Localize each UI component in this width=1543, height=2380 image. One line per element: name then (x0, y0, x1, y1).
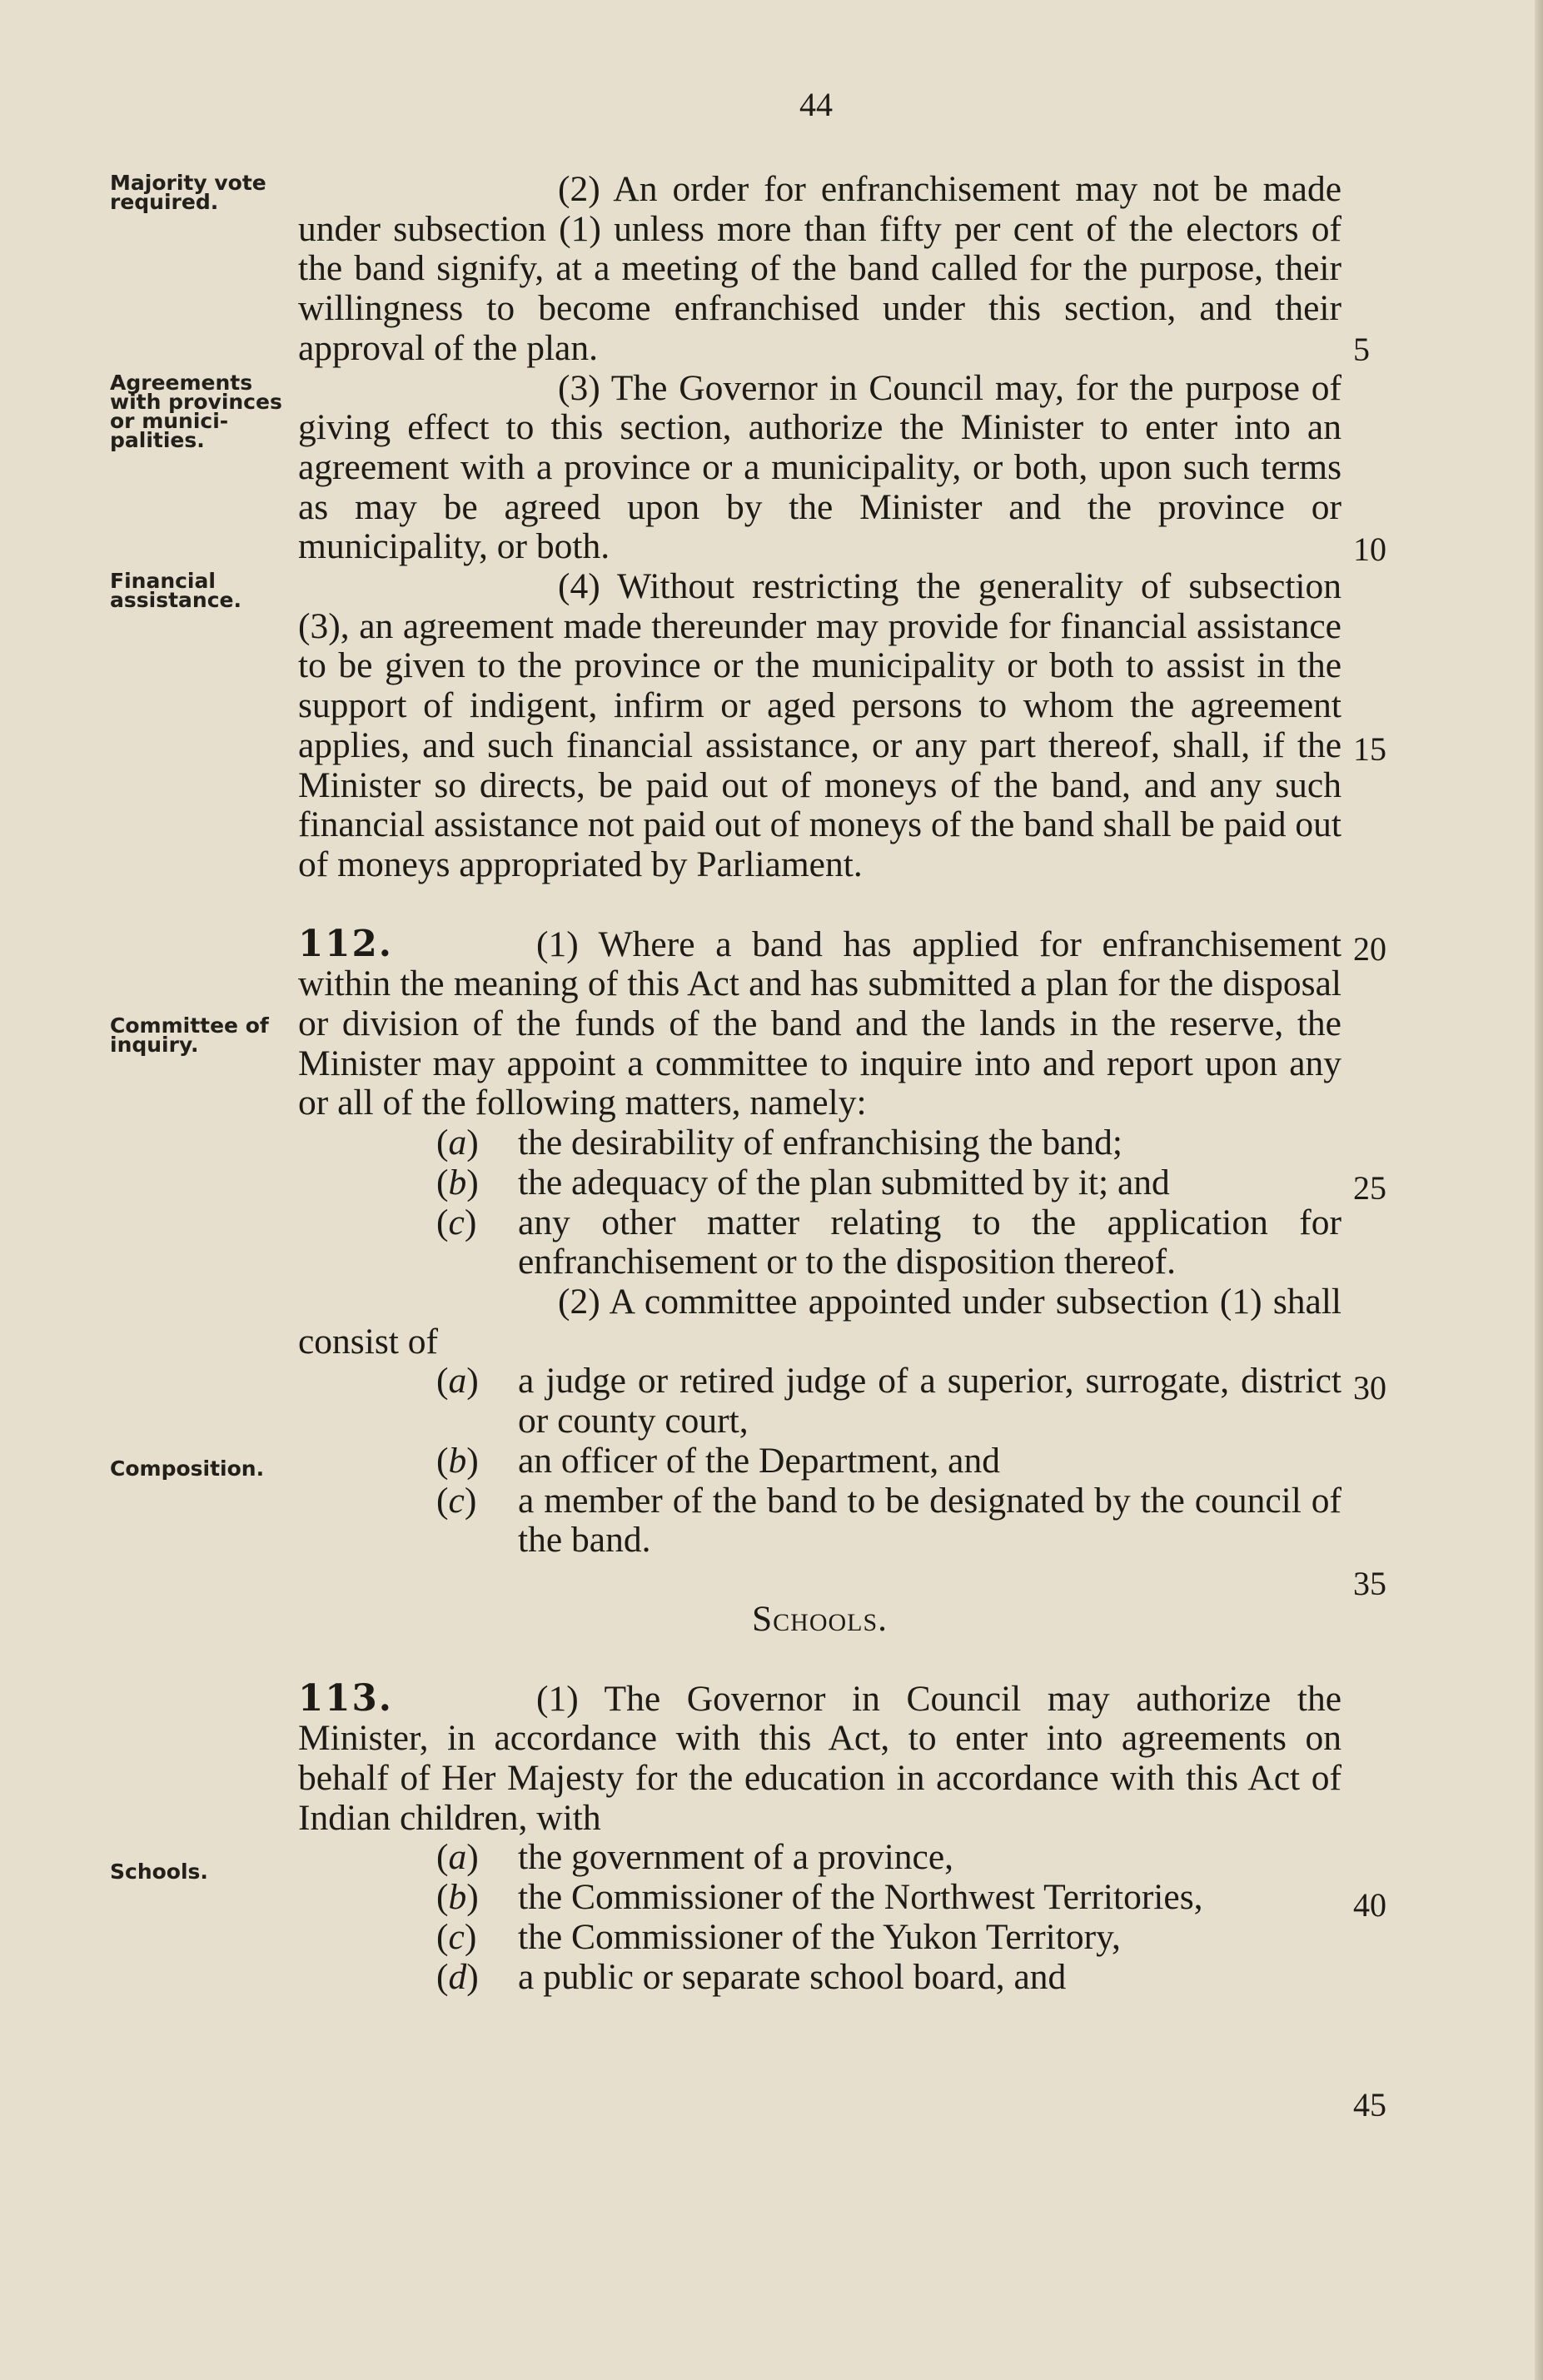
section-113-number: 113. (298, 1676, 393, 1720)
body-text (298, 170, 1341, 1997)
list-item: (a) a judge or retired judge of a superior, surrogate, district or county court, (436, 1361, 1341, 1441)
line-number: 35 (1353, 1565, 1386, 1602)
list-item: (d) a public or separate school board, and (436, 1956, 1067, 1997)
line-number: 25 (1353, 1169, 1386, 1207)
line-number: 30 (1353, 1369, 1386, 1407)
page-edge (1535, 0, 1543, 2380)
list-item: (b) an officer of the Department, and (436, 1440, 1000, 1481)
section-112-text: (1) Where a band has applied for enfranchisement within the meaning of this Act and has submitted a plan for the disposal or division of the funds of the band and the lands in the reserve, the Minister may appoint a committee to inquire into and report upon any or all of the following matters, namely: (298, 924, 1341, 1123)
section-113 (298, 1676, 1341, 1839)
line-number: 45 (1353, 2086, 1386, 2124)
margin-note-composition: Composition. (110, 1456, 265, 1481)
list-item: (a) the desirability of enfranchising the band; (436, 1123, 1122, 1163)
list-item: (a) the government of a province, (436, 1837, 954, 1878)
margin-note-committee: Committee of inquiry. (110, 1013, 269, 1057)
line-number: 15 (1353, 730, 1386, 768)
section-113-text: (1) The Governor in Council may authorize the Minister, in accordance with this Act, to enter into agreements on behalf of Her Majesty for the education in accordance with this Act of Indian children, with (298, 1678, 1341, 1838)
line-number: 20 (1353, 930, 1386, 968)
section-112-2: (2) A committee appointed under subsection (1) shall consist of (298, 1281, 1341, 1362)
margin-note-financial: Financial assistance. (110, 569, 241, 612)
list-item: (c) any other matter relating to the application for enfranchisement or to the disposition thereof. (436, 1202, 1341, 1282)
list-item: (b) the adequacy of the plan submitted by it; and (436, 1162, 1170, 1202)
list-item: (c) the Commissioner of the Yukon Territory, (436, 1916, 1121, 1957)
margin-note-majority: Majority vote required. (110, 171, 266, 214)
paragraph-2: (2) An order for enfranchisement may not be made under subsection (1) unless more than fifty per cent of the electors of the band signify, at a meeting of the band called for the purpose, their willingness to become enfranchised under this section, and their approval of the plan. (298, 169, 1341, 368)
section-112-number: 112. (298, 922, 393, 965)
line-number: 40 (1353, 1886, 1386, 1924)
page-number: 44 (799, 86, 833, 123)
margin-note-agreements: Agreements with provinces or munici-palities. (110, 371, 282, 452)
margin-note-schools: Schools. (110, 1860, 208, 1884)
paragraph-3: (3) The Governor in Council may, for the purpose of giving effect to this section, authorize the Minister to enter into an agreement with a province or a municipality, or both, upon such terms as may be agreed upon by the Minister and the province or municipality, or both. (298, 367, 1341, 567)
list-item: (b) the Commissioner of the Northwest Territories, (436, 1877, 1203, 1918)
line-number: 10 (1353, 530, 1386, 568)
line-number: 5 (1353, 331, 1370, 368)
section-112 (298, 924, 1341, 1124)
paragraph-4: (4) Without restricting the generality of subsection (3), an agreement made thereunder may provide for financial assistance to be given to the province or the municipality or both to assist in the support of indigent, infirm or aged persons to whom the agreement applies, and such financial assistance, or any part thereof, shall, if the Minister so directs, be paid out of moneys of the band, and any such financial assistance not paid out of moneys of the band shall be paid out of moneys appropriated by Parliament. (298, 566, 1341, 884)
list-item: (c) a member of the band to be designated by the council of the band. (436, 1480, 1341, 1561)
section-heading-schools: Schools. (751, 1598, 888, 1639)
